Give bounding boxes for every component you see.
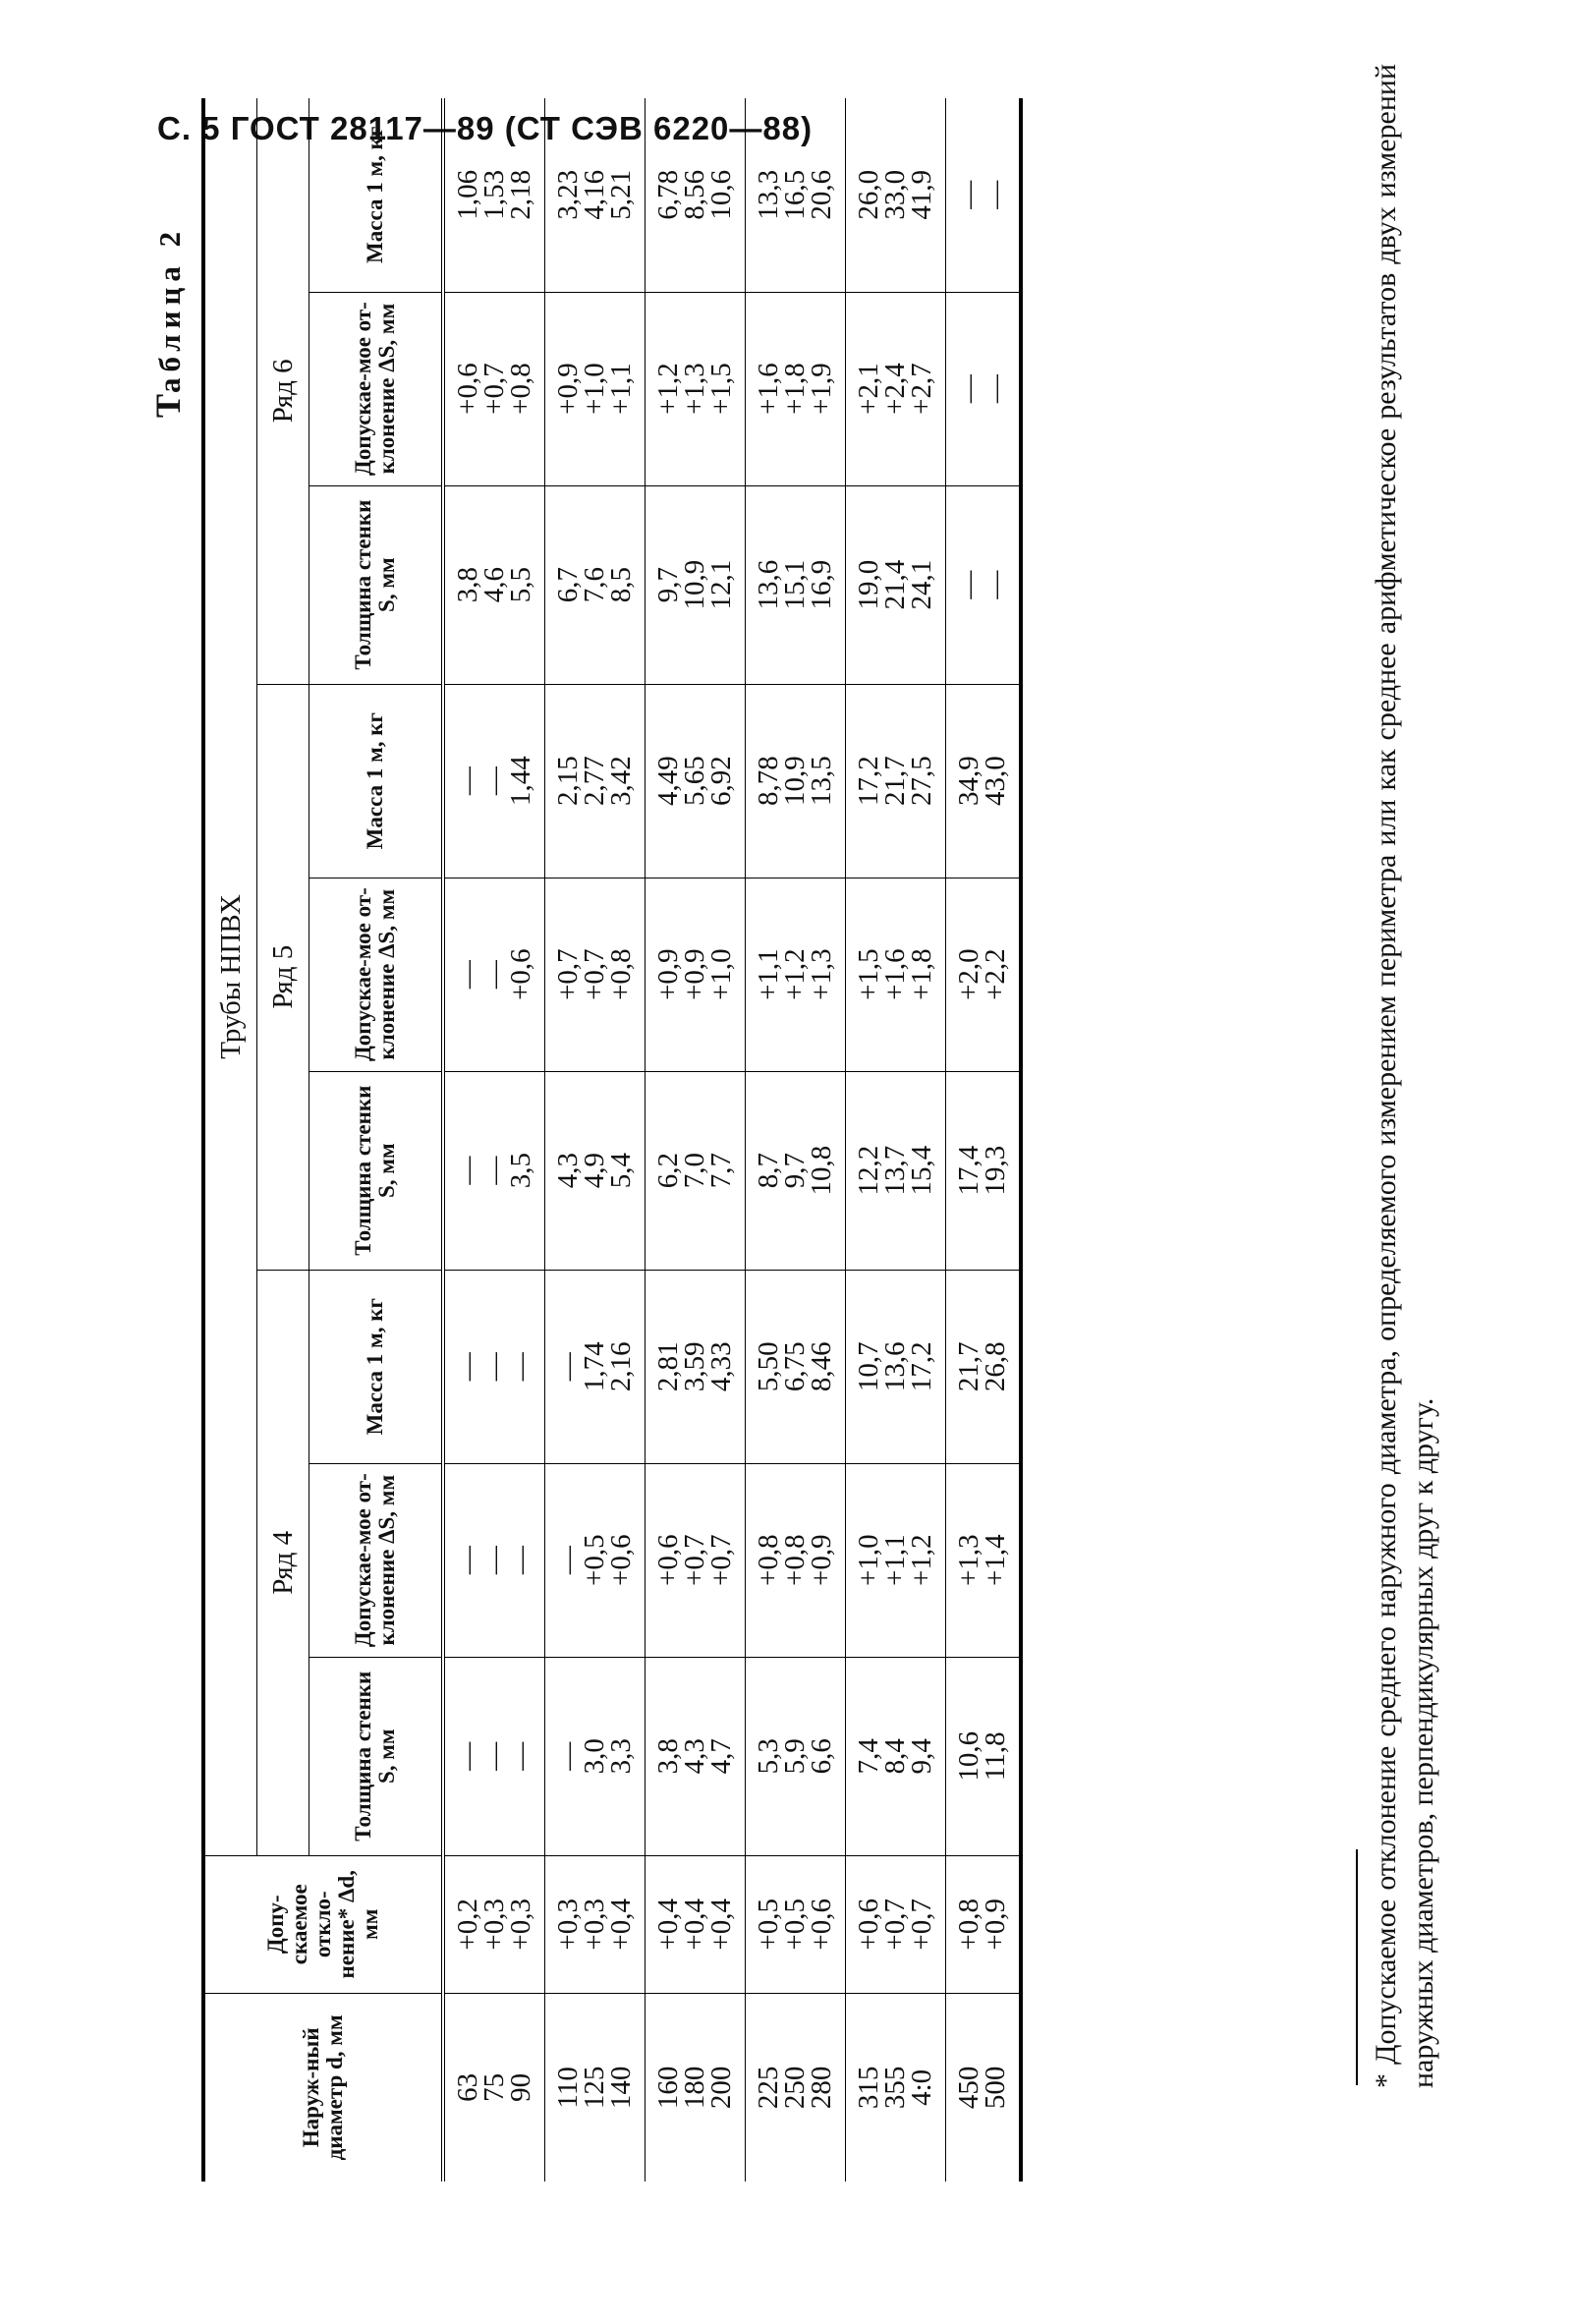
cell-wall: 3,8 4,3 4,7	[646, 1657, 746, 1855]
cell-outer-diameter: 160 180 200	[646, 1993, 746, 2182]
header-outer-diameter: Наруж-ный диаметр d, мм	[203, 1993, 443, 2182]
cell-tolerance: +0,6 +0,7 +0,8	[443, 292, 545, 485]
header-row4: Ряд 4	[257, 1270, 309, 1855]
subheader-wall-row4: Толщина стенки S, мм	[309, 1657, 444, 1855]
table-row	[946, 98, 1022, 2182]
subheader-mass-row4: Масса 1 м, кг	[309, 1270, 444, 1463]
cell-outer-diameter: 450 500	[946, 1993, 1022, 2182]
cell-wall: 5,3 5,9 6,6	[746, 1657, 846, 1855]
cell-wall: — — —	[443, 1657, 545, 1855]
table-caption-text: аблица 2	[152, 225, 187, 393]
cell-tolerance-d: +0,5 +0,5 +0,6	[746, 1855, 846, 1993]
subheader-mass-row6: Масса 1 м, кг	[309, 98, 444, 292]
subheader-wall-row5: Толщина стенки S, мм	[309, 1071, 444, 1270]
cell-tolerance: +1,2 +1,3 +1,5	[646, 292, 746, 485]
cell-wall: — 3,0 3,3	[545, 1657, 646, 1855]
cell-mass: — — 1,44	[443, 684, 545, 878]
header-row5: Ряд 5	[257, 684, 309, 1270]
cell-mass: — —	[946, 98, 1022, 292]
cell-tolerance: +0,7 +0,7 +0,8	[545, 878, 646, 1071]
table-row	[545, 98, 646, 2182]
cell-wall: 7,4 8,4 9,4	[846, 1657, 946, 1855]
subheader-tolerance-row4: Допускае-мое от-клонение ΔS, мм	[309, 1463, 444, 1657]
cell-outer-diameter: 110 125 140	[545, 1993, 646, 2182]
header-pipes: Трубы НПВХ	[203, 98, 257, 1855]
table-row	[846, 98, 946, 2182]
cell-wall: 13,6 15,1 16,9	[746, 485, 846, 684]
cell-wall: 4,3 4,9 5,4	[545, 1071, 646, 1270]
cell-wall: 6,2 7,0 7,7	[646, 1071, 746, 1270]
cell-tolerance: +2,1 +2,4 +2,7	[846, 292, 946, 485]
cell-tolerance: +0,6 +0,7 +0,7	[646, 1463, 746, 1657]
cell-mass: 13,3 16,5 20,6	[746, 98, 846, 292]
cell-mass: 6,78 8,56 10,6	[646, 98, 746, 292]
cell-mass: 5,50 6,75 8,46	[746, 1270, 846, 1463]
subheader-tolerance-row6: Допускае-мое от-клонение ΔS, мм	[309, 292, 444, 485]
cell-tolerance: +1,6 +1,8 +1,9	[746, 292, 846, 485]
cell-wall: 12,2 13,7 15,4	[846, 1071, 946, 1270]
footnote-rule	[1356, 1849, 1358, 2085]
cell-tolerance-d: +0,3 +0,3 +0,4	[545, 1855, 646, 1993]
table-row	[443, 98, 545, 2182]
subheader-tolerance-row5: Допускае-мое от-клонение ΔS, мм	[309, 878, 444, 1071]
table-caption: Таблица 2	[148, 225, 188, 418]
cell-tolerance: — — —	[443, 1463, 545, 1657]
cell-mass: — — —	[443, 1270, 545, 1463]
cell-wall: 10,6 11,8	[946, 1657, 1022, 1855]
subheader-wall-row6: Толщина стенки S, мм	[309, 485, 444, 684]
cell-tolerance: +2,0 +2,2	[946, 878, 1022, 1071]
page-header: С. 5 ГОСТ 28117—89 (СТ СЭВ 6220—88)	[157, 110, 814, 146]
cell-wall: 8,7 9,7 10,8	[746, 1071, 846, 1270]
footnote: * Допускаемое отклонение среднего наружного диаметра, определяемого измерением периметра или как среднее арифметическое результатов двух измерений наружных диаметров, перпендикулярных друг к другу.	[1370, 64, 1439, 2088]
cell-tolerance: +1,3 +1,4	[946, 1463, 1022, 1657]
cell-tolerance: — +0,5 +0,6	[545, 1463, 646, 1657]
cell-tolerance-d: +0,6 +0,7 +0,7	[846, 1855, 946, 1993]
cell-mass: 10,7 13,6 17,2	[846, 1270, 946, 1463]
cell-wall: 19,0 21,4 24,1	[846, 485, 946, 684]
cell-mass: 17,2 21,7 27,5	[846, 684, 946, 878]
cell-tolerance: — —	[946, 292, 1022, 485]
cell-tolerance: +1,5 +1,6 +1,8	[846, 878, 946, 1071]
cell-mass: 3,23 4,16 5,21	[545, 98, 646, 292]
subheader-mass-row5: Масса 1 м, кг	[309, 684, 444, 878]
cell-mass: 26,0 33,0 41,9	[846, 98, 946, 292]
table-row	[746, 98, 846, 2182]
cell-tolerance: +1,0 +1,1 +1,2	[846, 1463, 946, 1657]
cell-wall: 9,7 10,9 12,1	[646, 485, 746, 684]
cell-mass: — 1,74 2,16	[545, 1270, 646, 1463]
cell-mass: 21,7 26,8	[946, 1270, 1022, 1463]
cell-outer-diameter: 225 250 280	[746, 1993, 846, 2182]
cell-mass: 1,06 1,53 2,18	[443, 98, 545, 292]
cell-mass: 34,9 43,0	[946, 684, 1022, 878]
cell-outer-diameter: 63 75 90	[443, 1993, 545, 2182]
table-row	[646, 98, 746, 2182]
cell-outer-diameter: 315 355 4:0	[846, 1993, 946, 2182]
cell-tolerance: +0,9 +1,0 +1,1	[545, 292, 646, 485]
cell-mass: 4,49 5,65 6,92	[646, 684, 746, 878]
cell-tolerance: — — +0,6	[443, 878, 545, 1071]
cell-wall: — — 3,5	[443, 1071, 545, 1270]
cell-wall: 3,8 4,6 5,5	[443, 485, 545, 684]
cell-mass: 2,81 3,59 4,33	[646, 1270, 746, 1463]
cell-wall: 6,7 7,6 8,5	[545, 485, 646, 684]
cell-tolerance: +0,9 +0,9 +1,0	[646, 878, 746, 1071]
cell-tolerance-d: +0,4 +0,4 +0,4	[646, 1855, 746, 1993]
header-tolerance-d: Допу-скаемое откло-нение* Δd, мм	[203, 1855, 443, 1993]
cell-wall: — —	[946, 485, 1022, 684]
cell-mass: 2,15 2,77 3,42	[545, 684, 646, 878]
cell-tolerance-d: +0,8 +0,9	[946, 1855, 1022, 1993]
cell-tolerance: +0,8 +0,8 +0,9	[746, 1463, 846, 1657]
cell-mass: 8,78 10,9 13,5	[746, 684, 846, 878]
cell-tolerance: +1,1 +1,2 +1,3	[746, 878, 846, 1071]
pipe-dimensions-table	[201, 98, 1023, 2182]
cell-wall: 17,4 19,3	[946, 1071, 1022, 1270]
cell-tolerance-d: +0,2 +0,3 +0,3	[443, 1855, 545, 1993]
header-row6: Ряд 6	[257, 98, 309, 684]
